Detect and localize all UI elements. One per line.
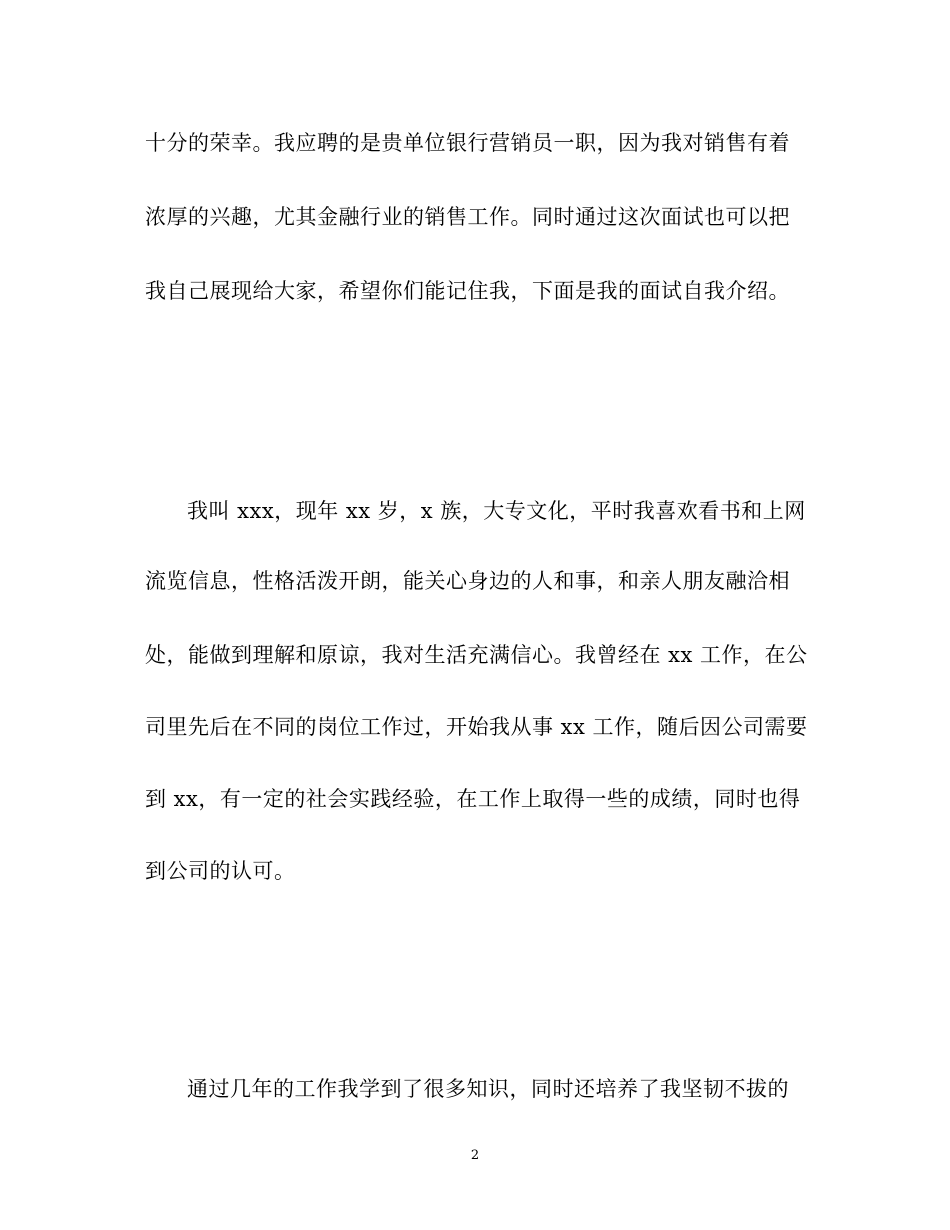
paragraph-3-line-1: 通过几年的工作我学到了很多知识，同时还培养了我坚韧不拔的 xyxy=(187,1077,789,1101)
paragraph-1-line-1: 十分的荣幸。我应聘的是贵单位银行营销员一职，因为我对销售有着 xyxy=(145,131,790,155)
paragraph-2-line-1: 我叫 xxx，现年 xx 岁，x 族，大专文化，平时我喜欢看书和上网 xyxy=(187,499,806,523)
page-number: 2 xyxy=(470,1148,480,1163)
paragraph-2-line-5: 到 xx，有一定的社会实践经验，在工作上取得一些的成绩，同时也得 xyxy=(145,787,801,811)
paragraph-1-line-2: 浓厚的兴趣，尤其金融行业的销售工作。同时通过这次面试也可以把 xyxy=(145,205,790,229)
paragraph-2-line-2: 流览信息，性格活泼开朗，能关心身边的人和事，和亲人朋友融洽相 xyxy=(145,569,790,593)
paragraph-1-line-3: 我自己展现给大家，希望你们能记住我，下面是我的面试自我介绍。 xyxy=(145,279,790,303)
paragraph-2-line-3: 处，能做到理解和原谅，我对生活充满信心。我曾经在 xx 工作，在公 xyxy=(145,643,808,667)
paragraph-2-line-4: 司里先后在不同的岗位工作过，开始我从事 xx 工作，随后因公司需要 xyxy=(145,715,808,739)
paragraph-2-line-6: 到公司的认可。 xyxy=(145,859,296,883)
